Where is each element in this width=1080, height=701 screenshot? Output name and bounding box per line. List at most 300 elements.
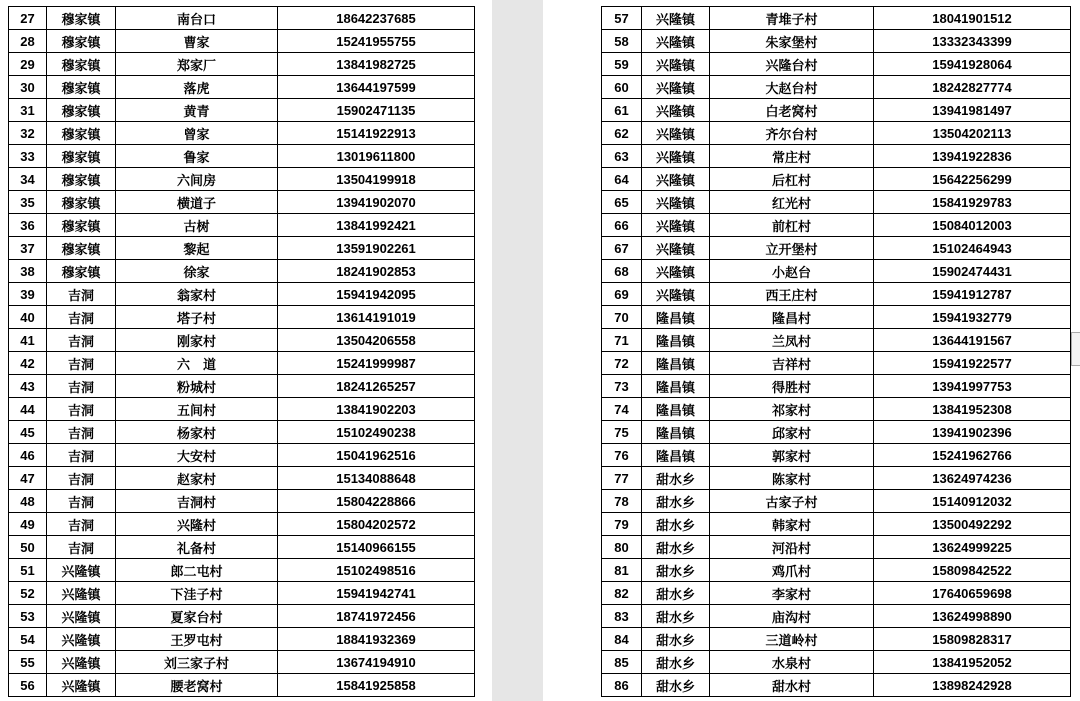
table-row [602,444,1071,467]
row-number: 37 [9,237,47,260]
town-cell: 兴隆镇 [642,122,710,145]
village-cell: 水泉村 [710,651,874,674]
row-number: 49 [9,513,47,536]
table-row [9,30,475,53]
table-row [9,398,475,421]
town-cell: 穆家镇 [47,30,116,53]
village-cell: 黄青 [116,99,278,122]
row-number: 75 [602,421,642,444]
phone-cell: 15809828317 [874,628,1071,651]
table-row [602,260,1071,283]
row-number: 61 [602,99,642,122]
town-cell: 吉洞 [47,352,116,375]
village-cell: 常庄村 [710,145,874,168]
town-cell: 吉洞 [47,421,116,444]
phone-cell: 15141922913 [278,122,475,145]
table-row [9,352,475,375]
table-row [602,674,1071,697]
phone-cell: 13941902070 [278,191,475,214]
phone-cell: 15241962766 [874,444,1071,467]
row-number: 45 [9,421,47,444]
village-cell: 邱家村 [710,421,874,444]
table-row [602,398,1071,421]
row-number: 52 [9,582,47,605]
town-cell: 甜水乡 [642,536,710,559]
phone-cell: 15102464943 [874,237,1071,260]
row-number: 59 [602,53,642,76]
row-number: 27 [9,7,47,30]
table-row [602,214,1071,237]
row-number: 68 [602,260,642,283]
phone-cell: 15941932779 [874,306,1071,329]
table-row [602,283,1071,306]
town-cell: 吉洞 [47,329,116,352]
phone-cell: 13624998890 [874,605,1071,628]
row-number: 30 [9,76,47,99]
town-cell: 兴隆镇 [642,99,710,122]
village-cell: 王罗屯村 [116,628,278,651]
phone-cell: 13504202113 [874,122,1071,145]
phone-cell: 13624974236 [874,467,1071,490]
table-row [9,651,475,674]
row-number: 72 [602,352,642,375]
phone-cell: 15941912787 [874,283,1071,306]
table-row [602,352,1071,375]
table-row [602,237,1071,260]
phone-cell: 18741972456 [278,605,475,628]
row-number: 60 [602,76,642,99]
town-cell: 穆家镇 [47,191,116,214]
town-cell: 隆昌镇 [642,306,710,329]
village-cell: 下洼子村 [116,582,278,605]
town-cell: 甜水乡 [642,628,710,651]
village-cell: 五间村 [116,398,278,421]
village-cell: 隆昌村 [710,306,874,329]
phone-cell: 15642256299 [874,168,1071,191]
village-cell: 郭家村 [710,444,874,467]
table-row [9,237,475,260]
phone-cell: 15041962516 [278,444,475,467]
row-number: 32 [9,122,47,145]
row-number: 80 [602,536,642,559]
phone-cell: 18241902853 [278,260,475,283]
row-number: 38 [9,260,47,283]
table-row [9,122,475,145]
document-page-left [0,0,492,701]
village-cell: 粉城村 [116,375,278,398]
table-row [602,30,1071,53]
village-cell: 曹家 [116,30,278,53]
village-cell: 六间房 [116,168,278,191]
row-number: 34 [9,168,47,191]
phone-cell: 15804202572 [278,513,475,536]
phone-cell: 18241265257 [278,375,475,398]
village-cell: 立开堡村 [710,237,874,260]
village-cell: 刚家村 [116,329,278,352]
village-cell: 六 道 [116,352,278,375]
town-cell: 穆家镇 [47,7,116,30]
village-cell: 大赵台村 [710,76,874,99]
village-cell: 吉洞村 [116,490,278,513]
table-row [9,145,475,168]
row-number: 51 [9,559,47,582]
village-cell: 河沿村 [710,536,874,559]
table-row [9,306,475,329]
town-cell: 穆家镇 [47,99,116,122]
village-cell: 兴隆台村 [710,53,874,76]
phone-cell: 13591902261 [278,237,475,260]
phone-cell: 13504199918 [278,168,475,191]
village-cell: 南台口 [116,7,278,30]
table-row [602,605,1071,628]
phone-cell: 13841992421 [278,214,475,237]
village-cell: 礼备村 [116,536,278,559]
town-cell: 兴隆镇 [47,582,116,605]
village-cell: 黎起 [116,237,278,260]
village-cell: 韩家村 [710,513,874,536]
town-cell: 吉洞 [47,398,116,421]
village-cell: 塔子村 [116,306,278,329]
town-cell: 甜水乡 [642,605,710,628]
town-cell: 穆家镇 [47,168,116,191]
village-cell: 陈家村 [710,467,874,490]
row-number: 43 [9,375,47,398]
village-cell: 小赵台 [710,260,874,283]
row-number: 50 [9,536,47,559]
table-row [602,490,1071,513]
phone-cell: 15134088648 [278,467,475,490]
town-cell: 甜水乡 [642,674,710,697]
row-number: 40 [9,306,47,329]
town-cell: 吉洞 [47,513,116,536]
phone-cell: 13841952052 [874,651,1071,674]
row-number: 86 [602,674,642,697]
table-row [602,168,1071,191]
phone-cell: 15804228866 [278,490,475,513]
phone-cell: 15941922577 [874,352,1071,375]
phone-cell: 15140966155 [278,536,475,559]
town-cell: 甜水乡 [642,513,710,536]
town-cell: 穆家镇 [47,214,116,237]
village-cell: 横道子 [116,191,278,214]
phone-cell: 15084012003 [874,214,1071,237]
phone-cell: 13624999225 [874,536,1071,559]
row-number: 44 [9,398,47,421]
village-cell: 甜水村 [710,674,874,697]
table-row [602,651,1071,674]
table-row [9,375,475,398]
row-number: 85 [602,651,642,674]
row-number: 84 [602,628,642,651]
row-number: 83 [602,605,642,628]
phone-cell: 15102498516 [278,559,475,582]
row-number: 35 [9,191,47,214]
row-number: 48 [9,490,47,513]
table-row [9,191,475,214]
table-row [9,559,475,582]
table-row [9,283,475,306]
town-cell: 兴隆镇 [47,559,116,582]
phone-cell: 13841902203 [278,398,475,421]
row-number: 33 [9,145,47,168]
row-number: 62 [602,122,642,145]
town-cell: 兴隆镇 [642,283,710,306]
town-cell: 兴隆镇 [47,605,116,628]
table-row [602,467,1071,490]
town-cell: 穆家镇 [47,260,116,283]
phone-cell: 15841925858 [278,674,475,697]
row-number: 46 [9,444,47,467]
village-cell: 白老窝村 [710,99,874,122]
side-scroll-handle[interactable] [1071,332,1080,366]
village-cell: 庙沟村 [710,605,874,628]
table-row [9,421,475,444]
town-cell: 兴隆镇 [642,76,710,99]
phone-cell: 13898242928 [874,674,1071,697]
phone-cell: 13841982725 [278,53,475,76]
phone-cell: 13332343399 [874,30,1071,53]
town-cell: 兴隆镇 [47,628,116,651]
row-number: 81 [602,559,642,582]
table-row [602,76,1071,99]
row-number: 31 [9,99,47,122]
town-cell: 甜水乡 [642,651,710,674]
village-cell: 后杠村 [710,168,874,191]
row-number: 82 [602,582,642,605]
phone-cell: 15809842522 [874,559,1071,582]
row-number: 64 [602,168,642,191]
row-number: 74 [602,398,642,421]
village-cell: 徐家 [116,260,278,283]
row-number: 69 [602,283,642,306]
town-cell: 隆昌镇 [642,398,710,421]
phone-cell: 13941981497 [874,99,1071,122]
phone-cell: 15841929783 [874,191,1071,214]
town-cell: 兴隆镇 [642,214,710,237]
town-cell: 甜水乡 [642,490,710,513]
town-cell: 兴隆镇 [642,7,710,30]
row-number: 58 [602,30,642,53]
row-number: 57 [602,7,642,30]
town-cell: 吉洞 [47,490,116,513]
row-number: 66 [602,214,642,237]
table-row [602,145,1071,168]
phone-cell: 13674194910 [278,651,475,674]
phone-cell: 18242827774 [874,76,1071,99]
table-row [9,605,475,628]
town-cell: 穆家镇 [47,145,116,168]
row-number: 41 [9,329,47,352]
row-number: 76 [602,444,642,467]
village-cell: 李家村 [710,582,874,605]
table-row [602,99,1071,122]
row-number: 78 [602,490,642,513]
phone-cell: 18841932369 [278,628,475,651]
village-cell: 腰老窝村 [116,674,278,697]
contact-table-right [601,6,1071,697]
table-row [9,467,475,490]
phone-cell: 13644191567 [874,329,1071,352]
village-cell: 鲁家 [116,145,278,168]
table-row [602,375,1071,398]
document-page-right [543,0,1080,701]
town-cell: 兴隆镇 [642,237,710,260]
phone-cell: 13941922836 [874,145,1071,168]
town-cell: 甜水乡 [642,582,710,605]
table-row [9,7,475,30]
table-row [9,582,475,605]
row-number: 67 [602,237,642,260]
phone-cell: 13841952308 [874,398,1071,421]
town-cell: 兴隆镇 [642,260,710,283]
town-cell: 吉洞 [47,306,116,329]
table-row [9,76,475,99]
phone-cell: 13644197599 [278,76,475,99]
row-number: 56 [9,674,47,697]
table-row [9,628,475,651]
phone-cell: 13941997753 [874,375,1071,398]
town-cell: 兴隆镇 [642,53,710,76]
town-cell: 甜水乡 [642,467,710,490]
row-number: 77 [602,467,642,490]
phone-cell: 15241955755 [278,30,475,53]
table-row [9,674,475,697]
village-cell: 齐尔台村 [710,122,874,145]
row-number: 53 [9,605,47,628]
phone-cell: 15941942095 [278,283,475,306]
village-cell: 得胜村 [710,375,874,398]
row-number: 36 [9,214,47,237]
town-cell: 甜水乡 [642,559,710,582]
village-cell: 曾家 [116,122,278,145]
row-number: 65 [602,191,642,214]
row-number: 29 [9,53,47,76]
town-cell: 穆家镇 [47,237,116,260]
table-row [9,536,475,559]
town-cell: 兴隆镇 [642,30,710,53]
village-cell: 西王庄村 [710,283,874,306]
table-row [9,99,475,122]
town-cell: 兴隆镇 [642,145,710,168]
village-cell: 刘三家子村 [116,651,278,674]
village-cell: 古家子村 [710,490,874,513]
town-cell: 穆家镇 [47,122,116,145]
table-row [602,559,1071,582]
village-cell: 郎二屯村 [116,559,278,582]
table-row [9,260,475,283]
village-cell: 大安村 [116,444,278,467]
phone-cell: 15941942741 [278,582,475,605]
row-number: 47 [9,467,47,490]
phone-cell: 15902474431 [874,260,1071,283]
row-number: 28 [9,30,47,53]
table-row [602,582,1071,605]
village-cell: 赵家村 [116,467,278,490]
town-cell: 吉洞 [47,283,116,306]
phone-cell: 13019611800 [278,145,475,168]
phone-cell: 13941902396 [874,421,1071,444]
table-row [9,214,475,237]
table-row [9,444,475,467]
village-cell: 三道岭村 [710,628,874,651]
table-row [602,122,1071,145]
table-row [602,536,1071,559]
village-cell: 兰凤村 [710,329,874,352]
town-cell: 兴隆镇 [642,191,710,214]
village-cell: 朱家堡村 [710,30,874,53]
town-cell: 吉洞 [47,375,116,398]
contact-table-left [8,6,475,697]
table-row [602,191,1071,214]
table-row [9,490,475,513]
table-row [602,53,1071,76]
town-cell: 隆昌镇 [642,329,710,352]
phone-cell: 18041901512 [874,7,1071,30]
table-row [602,628,1071,651]
town-cell: 隆昌镇 [642,421,710,444]
town-cell: 吉洞 [47,536,116,559]
phone-cell: 15140912032 [874,490,1071,513]
village-cell: 青堆子村 [710,7,874,30]
table-row [602,306,1071,329]
village-cell: 吉祥村 [710,352,874,375]
table-row [602,421,1071,444]
town-cell: 隆昌镇 [642,352,710,375]
town-cell: 兴隆镇 [47,651,116,674]
village-cell: 古树 [116,214,278,237]
village-cell: 鸡爪村 [710,559,874,582]
phone-cell: 13504206558 [278,329,475,352]
table-row [9,168,475,191]
village-cell: 夏家台村 [116,605,278,628]
town-cell: 兴隆镇 [47,674,116,697]
village-cell: 兴隆村 [116,513,278,536]
phone-cell: 17640659698 [874,582,1071,605]
town-cell: 隆昌镇 [642,375,710,398]
town-cell: 吉洞 [47,467,116,490]
phone-cell: 15902471135 [278,99,475,122]
table-row [602,7,1071,30]
row-number: 63 [602,145,642,168]
phone-cell: 18642237685 [278,7,475,30]
row-number: 39 [9,283,47,306]
table-row [9,53,475,76]
row-number: 79 [602,513,642,536]
town-cell: 穆家镇 [47,53,116,76]
town-cell: 穆家镇 [47,76,116,99]
table-row [602,329,1071,352]
town-cell: 吉洞 [47,444,116,467]
village-cell: 郑家厂 [116,53,278,76]
town-cell: 兴隆镇 [642,168,710,191]
row-number: 70 [602,306,642,329]
row-number: 55 [9,651,47,674]
village-cell: 红光村 [710,191,874,214]
phone-cell: 15102490238 [278,421,475,444]
phone-cell: 15941928064 [874,53,1071,76]
village-cell: 祁家村 [710,398,874,421]
row-number: 42 [9,352,47,375]
village-cell: 落虎 [116,76,278,99]
row-number: 71 [602,329,642,352]
row-number: 54 [9,628,47,651]
row-number: 73 [602,375,642,398]
table-row [9,513,475,536]
phone-cell: 15241999987 [278,352,475,375]
table-row [602,513,1071,536]
phone-cell: 13614191019 [278,306,475,329]
village-cell: 翁家村 [116,283,278,306]
